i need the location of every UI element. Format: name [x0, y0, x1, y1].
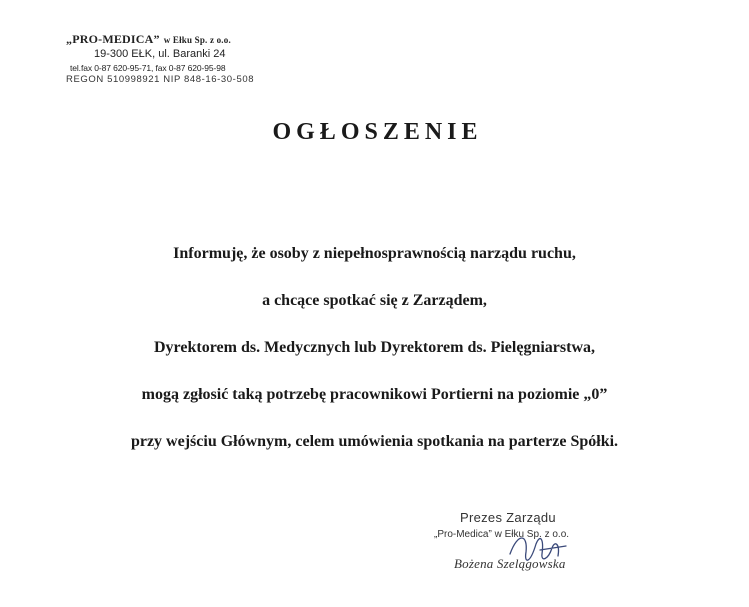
announcement-line: mogą zgłosić taką potrzebę pracownikowi Portierni na poziomie „0”	[141, 386, 608, 403]
stamp-company-suffix: w Ełku Sp. z o.o.	[163, 35, 231, 45]
signature-name: Bożena Szelągowska	[454, 556, 566, 571]
announcement-line: Informuję, że osoby z niepełnosprawnością narządu ruchu,	[173, 245, 576, 262]
stamp-company-name: „PRO-MEDICA”	[66, 32, 160, 46]
handwritten-signature	[500, 524, 580, 574]
announcement-line: a chcące spotkać się z Zarządem,	[262, 292, 487, 309]
stamp-company-line	[66, 32, 266, 47]
stamp-phones: tel.fax 0-87 620-95-71, fax 0-87 620-95-98	[70, 63, 226, 73]
signature-role: Prezes Zarządu	[460, 510, 556, 525]
stamp-ids: REGON 510998921 NIP 848-16-30-508	[66, 74, 255, 85]
document-title: OGŁOSZENIE	[272, 119, 483, 145]
announcement-line: Dyrektorem ds. Medycznych lub Dyrektorem ds. Pielęgniarstwa,	[154, 339, 595, 356]
signature-company: „Pro-Medica” w Ełku Sp. z o.o.	[434, 529, 570, 540]
announcement-body	[0, 244, 749, 479]
company-stamp	[66, 32, 266, 85]
stamp-address: 19-300 EŁK, ul. Baranki 24	[94, 48, 226, 60]
announcement-line: przy wejściu Głównym, celem umówienia spotkania na parterze Spółki.	[130, 433, 619, 450]
